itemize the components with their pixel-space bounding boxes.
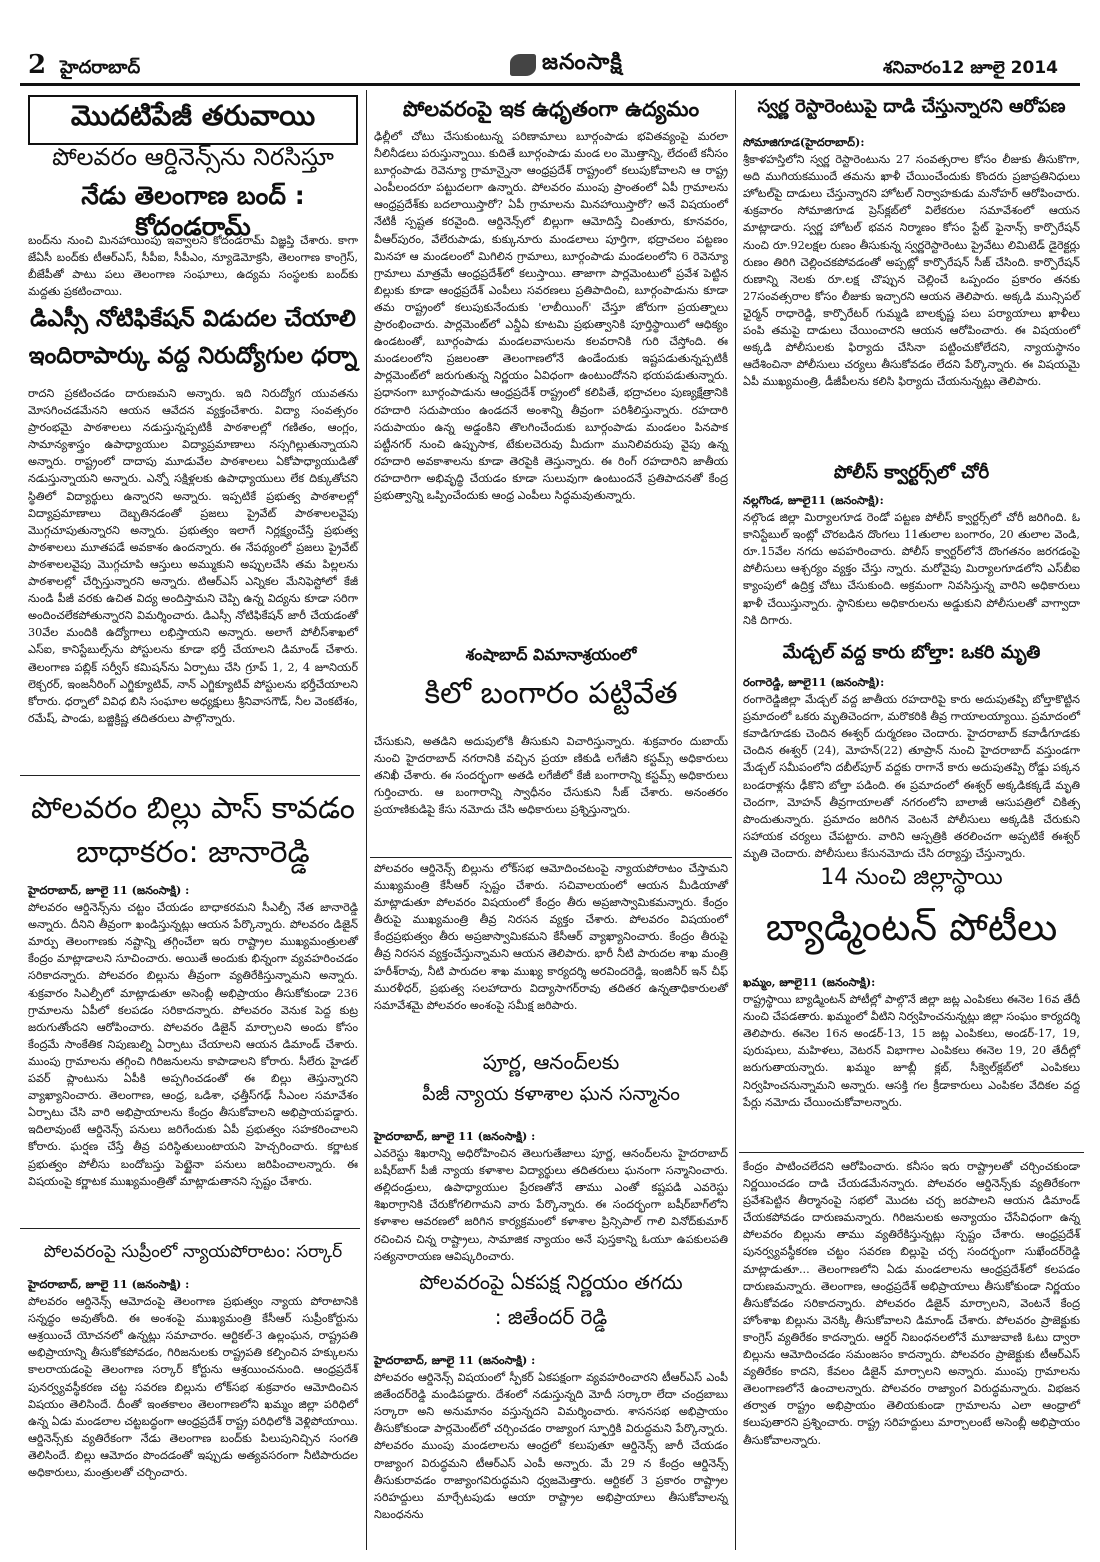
headline: పోలీస్‌ క్వార్టర్స్‌లో చోరీ: [833, 462, 990, 483]
headline: పోలవరం ఆర్డినెన్స్‌ను నిరసిస్తూ: [52, 143, 334, 171]
masthead: [20, 50, 1080, 84]
dateline: హైదరాబాద్‌, జూలై 11 (జనంసాక్షి) :: [374, 1353, 536, 1367]
section-rule: [370, 857, 732, 858]
masthead-rule: [20, 83, 1080, 86]
story-dsc: [28, 305, 358, 385]
dateline: హైదరాబాద్‌, జూలై 11 (జనంసాక్షి) :: [28, 883, 190, 897]
headline: పూర్ణ, ఆనంద్‌లకు: [482, 1050, 620, 1074]
headline: ఇందిరాపార్కు వద్ద నిరుద్యోగుల ధర్నా: [28, 342, 358, 369]
article-body: రంగారెడ్డిజిల్లా మేడ్చల్‌ వద్ద జాతీయ రహదారిపై కారు అదుపుతప్పి బోల్తాకొట్టిన ప్రమాదంలో ఒకరు మృతిచెందగా, మరొకరికి తీవ్ర గాయాలయ్యాయి. ప్రమాదంలో కవాడిగూడకు చెందిన ఈశ్వర్‌ దుర్మరణం చెందారు. హైదరాబాద్‌ కవాడీగూడకు చెందిన ఈశ్వర్‌ (24), మోహన్‌(22) తూప్రాన్‌ నుంచి హైదరాబాద్‌ వస్తుండగా మేడ్చల్‌ సమీపంలోని దబీల్‌పూర్‌ వద్దకు రాగానే కారు అదుపుతప్పి రోడ్డు పక్కన బండరాళ్లను ఢీకొని బోల్తా పడింది. ఈ ప్రమాదంలో ఈశ్వర్‌ అక్కడికక్కడే మృతి చెందగా, మోహన్‌ తీవ్రగాయాలతో నగరంలోని బాలాజీ ఆసుపత్రిలో చికిత్స పొందుతున్నారు. ప్రమాదం జరిగిన వెంటనే పోలీసులు అక్కడికి చేరుకుని సహాయక చర్యలు చేపట్టారు. వారిని ఆస్పత్రికి తరలించగా అప్పటికే ఈశ్వర్‌ మృతి చెందారు. పోలీసులు కేసునమోదు చేసి దర్యాప్తు చేస్తున్నారు.: [743, 693, 1080, 860]
story-supreme: [28, 1242, 358, 1272]
kicker: శంషాబాద్‌ విమానాశ్రయంలో: [465, 645, 637, 664]
headline: పోలవరంపై ఇక ఉధృతంగా ఉద్యమం: [402, 97, 700, 121]
headline: మేడ్చల్‌ వద్ద కారు బోల్తా: ఒకరి మృతి: [782, 642, 1041, 663]
dateline: హైదరాబాద్‌, జూలై 11 (జనంసాక్షి) :: [28, 1277, 190, 1291]
kicker: 14 నుంచి జిల్లాస్థాయి: [820, 865, 1003, 890]
story-swarna-body: [743, 134, 1080, 454]
headline: పోలవరం బిల్లు పాస్‌ కావడం: [31, 791, 355, 826]
banner-title: మొదటిపేజీ తరువాయి: [28, 95, 358, 145]
article-body: పోలవరం ఆర్డినెన్స్‌ ఆమోదంపై తెలంగాణ ప్రభుత్వం న్యాయ పోరాటానికి సన్నద్ధం అవుతోంది. ఈ అంశంపై ముఖ్యమంత్రి కేసీఆర్‌ సుప్రీంకోర్టును ఆశ్రయించే యోచనలో ఉన్నట్లు సమాచారం. ఆర్టికల్‌-3 ఉల్లంఘన, రాష్ట్రపతి అభిప్రాయాన్ని తీసుకోకపోవడం, గిరిజనులకు రాష్ట్రపతి కల్పించిన హక్కులను కాలరాయడంపై తెలంగాణ సర్కార్‌ కోర్టును ఆశ్రయించనుంది. ఆంధ్రప్రదేశ్‌ పునర్వ్యవస్థీకరణ చట్ట సవరణ బిల్లును లోక్‌సభ శుక్రవారం ఆమోదించిన విషయం తెలిసిందే. దీంతో ఇంతకాలం తెలంగాణలోని ఖమ్మం జిల్లా పరిధిలో ఉన్న ఏడు మండలాల చట్టబద్ధంగా ఆంధ్రప్రదేశ్‌ రాష్ట్ర పరిధిలోకి వెళ్లిపోయాయి. ఆర్డినెన్స్‌కు వ్యతిరేకంగా నేడు తెలంగాణ బంద్‌కు పిలుపునిచ్చిన సంగతి తెలిసిందే. బిల్లు ఆమోదం పొందడంతో ఇప్పుడు అత్యవసరంగా నీటిపారుదల అధికారులు, మంత్రులతో చర్చించారు.: [28, 1295, 358, 1480]
section-city: హైదరాబాద్: [60, 57, 141, 78]
story-quarters-body: [743, 492, 1080, 632]
headline: బ్యాడ్మింటన్‌ పోటీలు: [765, 904, 1058, 949]
story-bandh-body: [28, 232, 358, 302]
article-body: ఢిల్లీలో చోటు చేసుకుంటున్న పరిణామాలు బూర్గంపాడు భవితవ్యంపై మరలా నీలినీడలు పరుస్తున్నాయి. కుదితే బూర్గంపాడు మండ లం మొత్తాన్ని, లేదంటే కనీసం బూర్గంపాడు రెవెన్యూ గ్రామాన్నైనా ఆంధ్రప్రదేశ్‌ రాష్ట్రంలో కలుపుకోవాలని ఆ రాష్ట్ర ఎంపీలందరూ పట్టుదలగా ఉన్నారు. పోలవరం ముంపు ప్రాంతంలో ఏపీ గ్రామాలను ఆంధ్రప్రదేశ్‌కు బదలాయిస్తారో? ఏపీ గ్రామాలను మినహాయిస్తారో? అనే విషయంలో నేటికీ స్పష్టత కరవైంది. ఆర్డినెన్స్‌లో బిల్లుగా ఆమోదిస్తే చింతూరు, కూనవరం, వీఆర్‌పురం, వేలేరుపాడు, కుక్కునూరు మండలాలు పూర్తిగా, భద్రాచలం పట్టణం మినహా ఆ మండలంలో మిగిలిన గ్రామాలు, బూర్గంపాడు మండలంలోని 6 రెవెన్యూ గ్రామాలు మాత్రమే ఆంధ్రప్రదేశ్‌లో కలుస్తాయి. తాజాగా పార్లమెంటులో ప్రవేశ పెట్టిన బిల్లుకు కూడా ఆంధ్రప్రదేశ్‌ ఎంపీలు సవరణలు ప్రతిపాదించి, బూర్గంపాడును కూడా తమ రాష్ట్రంలో కలుపుకునేందుకు 'లాబీయింగ్‌' చేస్తూ జోరుగా ప్రయత్నాలు ప్రారంభించారు. పార్లమెంట్‌లో ఎన్డీఏ కూటమి ప్రభుత్వానికి పూర్తిస్థాయిలో ఆధిక్యం ఉండటంతో, బూర్గంపాడు మండలవాసులను కలవరానికి గురి చేస్తోంది. ఈ మండలంలోని ప్రజలంతా తెలంగాణలోనే ఉండేందుకు ఇష్టపడుతున్నప్పటికీ పార్లమెంట్‌లో జరుగుతున్న నిర్ణయం ఏవిధంగా ఉంటుందోనని భయపడుతున్నారు. ప్రధానంగా బూర్గంపాడును ఆంధ్రప్రదేశ్‌ రాష్ట్రంలో కలిపితే, భద్రాచలం పుణ్యక్షేత్రానికి రహదారి సదుపాయం ఉండదనే అంశాన్ని తీవ్రంగా పరిశీలిస్తున్నారు. రహదారి సదుపాయం ఉన్న అడ్డంకిని తొలగించేందుకు బూర్గంపాడు మండలం పినపాక పట్టీనగర్‌ నుంచి ఉప్పుసాక, టేకులచెరువు మీదుగా మునిలివరుపు వైపు ఉన్న రహదారి అవకాశాలను కూడా తెరపైకి తెస్తున్నారు. ఈ రింగ్‌ రహదారిని జాతీయ రహదారిగా అభివృద్ధి చేయడం కూడా సులువుగా ఉంటుందనే ప్రతిపాదనతో కేంద్ర ప్రభుత్వాన్ని ఒప్పించేందుకు ఆంధ్ర ఎంపీలు సిద్ధమవుతున్నారు.: [374, 130, 729, 502]
story-badminton: [743, 864, 1080, 972]
article-body: శ్రీకాళహస్తిలోని స్వర్ణ రెస్టారెంటును 27 సంవత్సరాల కోసం లీజుకు తీసుకొగా, అది ముగియకముందే తమను ఖాళీ చేయించేందుకు కొందరు ప్రజాప్రతినిధులు హోటల్‌పై దాడులు చేస్తున్నారని హోటల్‌ నిర్వాహకుడు మనోహర్‌ ఆరోపించారు. శుక్రవారం సోమాజిగూడ ప్రెస్‌క్లబ్‌లో విలేకరుల సమావేశంలో ఆయన మాట్లాడారు. స్వర్ణ హోటల్‌ భవన నిర్మాణం కోసం స్టేట్‌ ఫైనాన్స్‌ కార్పొరేషన్‌ నుంచి రూ.92లక్షల రుణం తీసుకున్న స్వర్ణరెస్టారెంటు ప్రైవేటు లిమిటెడ్‌ డైరెక్టర్లు రుణం తిరిగి చెల్లించకపోవడంతో అప్పట్లో కార్పొరేషన్‌ సీజ్‌ చేసింది. కార్పొరేషన్‌ రుణాన్ని నెలకు రూ.లక్ష చొప్పున చెల్లించే ఒప్పందం ప్రకారం తనకు 27సంవత్సరాల కోసం లీజుకు ఇచ్చారని ఆయన తెలిపారు. అక్కడి మున్సిపల్‌ ఛైర్మన్‌ రాధారెడ్డి, కార్పొరేటర్‌ గుమ్మడి బాలకృష్ణ పలు పర్యాయాలు ఖాళీలు పంపి తమపై దాడులు చేయించారని ఆయన ఆరోపించారు. ఈ విషయంలో అక్కడి పోలీసులకు ఫిర్యాదు చేసినా పట్టించుకోలేదని, న్యాయస్థానం ఆదేశించినా పోలీసులు చర్యలు తీసుకోవడం లేదని పేర్కొన్నారు. ఈ విషయమై ఏపీ ముఖ్యమంత్రి, డీజీపీలను కలిసి ఫిర్యాదు చేయనున్నట్లు తెలిపారు.: [743, 153, 1080, 389]
headline: బాధాకరం: జానారెడ్డి: [76, 834, 310, 870]
headline: స్వర్ణ రెస్టారెంటుపై దాడి చేస్తున్నారని ఆరోపణ: [757, 96, 1066, 117]
story-janareddy: [28, 790, 358, 880]
dateline: హైదరాబాద్‌, జూలై 11 (జనంసాక్షి) :: [374, 1129, 536, 1143]
logo-mark-icon: [510, 54, 536, 76]
article-body: రాష్ట్రస్థాయి బ్యాడ్మింటన్‌ పోటీల్లో పాల్గొనే జిల్లా జట్ల ఎంపికలు ఈనెల 16వ తేదీ నుంచి చేపడతారు. ఖమ్మంలో వీటిని నిర్వహించనున్నట్లు జిల్లా సంఘం కార్యదర్శి తెలిపారు. ఈనెల 16న అండర్‌-13, 15 జట్ల ఎంపికలు, అండర్‌-17, 19, పురుషులు, మహిళలు, వెటరన్‌ విభాగాల ఎంపికలు ఈనెల 19, 20 తేదీల్లో జరుగుతాయన్నారు. ఖమ్మం జూబ్లీ క్లబ్‌, సీక్వెల్‌క్లబ్‌లో ఎంపికలు నిర్వహించనున్నామని అన్నారు. ఆసక్తి గల క్రీడాకారులు ఎంపికల వేదికల వద్ద పేర్లు నమోదు చేయించుకోవాలన్నారు.: [743, 993, 1080, 1109]
story-bandh: [28, 142, 358, 242]
banner-box: [28, 95, 358, 135]
article-body: నల్గొండ జిల్లా మిర్యాలగూడ రెండో పట్టణ పోలీస్‌ క్వార్టర్స్‌లో చోరీ జరిగింది. ఓ కానిస్టేబుల్‌ ఇంట్లో చొరబడిన దొంగలు 11తులాల బంగారం, 20 తులాల వెండి, రూ.15వేల నగదు అపహరించారు. పోలీస్‌ క్వార్టర్‌లోనే దొంగతనం జరగడంపై పోలీసులు ఆశ్చర్యం వ్యక్తం చేస్తు న్నారు. మరోవైపు మిర్యాలగూడలోని ఎస్‌బీఐ క్యాంపులో ఉద్రిక్త చోటు చేసుకుంది. అక్రమంగా నివసిస్తున్న వారిని అధికారులు ఖాళీ చేయిస్తున్నారు. స్థానికులు అధికారులను అడ్డుకుని పోలీసులతో వాగ్వాదా నికి దిగారు.: [743, 511, 1080, 627]
article-body: కేంద్రం పాటించలేదని ఆరోపించారు. కనీసం ఇరు రాష్ట్రాలతో చర్చించకుండా నిర్ణయించడం దాడి చేయడమేనన్నారు. పోలవరం ఆర్డినెన్స్‌కు వ్యతిరేకంగా ప్రవేశపెట్టిన తీర్మానంపై సభలో మొదట చర్చ జరపాలని ఆయన డిమాండ్‌ చేయకపోవడం దారుణమన్నారు. గిరిజనులకు అన్యాయం చేసేవిధంగా ఉన్న పోలవరం బిల్లును తాము వ్యతిరేకిస్తున్నట్లు స్పష్టం చేశారు. ఆంధ్రప్రదేశ్‌ పునర్వ్యవస్థీకరణ చట్టం సవరణ బిల్లుపై చర్చ సందర్భంగా సుఖేందర్‌రెడ్డి మాట్లాడుతూ... తెలంగాణలోని ఏడు మండలాలను ఆంధ్రప్రదేశ్‌లో కలపడం దారుణమన్నారు. తెలంగాణ, ఆంధ్రప్రదేశ్‌ అభిప్రాయాలు తీసుకోకుండా నిర్ణయం తీసుకోవడం సరికాదన్నారు. పోలవరం డిజైన్‌ మార్చాలని, వెంటనే కేంద్ర హోంశాఖ బిల్లును వెనక్కి తీసుకోవాలని డిమాండ్‌ చేశారు. పోలవరం ప్రాజెక్టుకు కాంగ్రెస్‌ వ్యతిరేకం కాదన్నారు. ఆర్డర్‌ నిబంధనలలోనే మూజువాణి ఓటు ద్వారా బిల్లును ఆమోదించడం సమంజసం కాదన్నారు. పోలవరం ప్రాజెక్టుకు టీఆర్‌ఎస్‌ వ్యతిరేకం కాదని, కేవలం డిజైన్‌ మార్చాలని అన్నారు. ముంపు గ్రామాలను తెలంగాణలోనే ఉంచాలన్నారు. పోలవరం రాజ్యాంగ విరుద్ధమన్నారు. విభజన తర్వాత రాష్ట్రం అభిప్రాయం తెలియకుండా గ్రామాలను ఎలా ఆంధ్రాలో కలుపుతారని ప్రశ్నించారు. రాష్ట్ర సరిహద్దులు మార్చాలంటే అసెంబ్లీ అభిప్రాయం తీసుకోవాలన్నారు.: [743, 1160, 1080, 1447]
issue-date: శనివారం12 జూలై 2014: [883, 58, 1058, 78]
story-dsc-body: [28, 385, 358, 767]
headline: కిలో బంగారం పట్టివేత: [424, 676, 678, 711]
column-divider: [735, 90, 736, 1550]
section-rule: [20, 775, 360, 776]
headline: పోలవరంపై ఏకపక్ష నిర్ణయం తగదు: [419, 1270, 683, 1294]
story-quarters: [743, 462, 1080, 492]
headline: పీజీ న్యాయ కళాశాల ఘన సన్మానం: [422, 1083, 680, 1105]
story-polavaram-agitation: [374, 96, 728, 130]
article-body: ఎవరెస్టు శిఖరాన్ని అధిరోహించిన తెలుగుతేజాలు పూర్ణ, ఆనంద్‌లను హైదరాబాద్‌ బషీర్‌బాగ్‌ పీజీ న్యాయ కళాశాల విద్యార్థులు తదితరులు ఘనంగా సన్మానించారు. తల్లిదండ్రులు, ఉపాధ్యాయుల ప్రేరణతోనే తాము ఎంతో కష్టపడి ఎవరెస్టు శిఖరాగ్రానికి చేరుకోగలిగామని వారు పేర్కొన్నారు. ఈ సందర్భంగా బషీర్‌బాగ్‌లోని కళాశాల ఆవరణలో జరిగిన కార్యక్రమంలో కళాశాల ప్రిన్సిపాల్‌ గాలి వినోద్‌కుమార్‌ రచించిన చిన్న రాష్ట్రాలు, సామాజిక న్యాయం అనే పుస్తకాన్ని ఓయూ ఉపకులపతి సత్యనారాయణ ఆవిష్కరించారు.: [374, 1147, 728, 1263]
article-body: రాదని ప్రకటించడం దారుణమని అన్నారు. ఇది నిరుద్యోగ యువతను మోసగించడమేనని ఆయన ఆవేదన వ్యక్తంచేశారు. విద్యా సంవత్సరం ప్రారంభమై పాఠశాలలు నడుస్తున్నప్పటికీ పాఠశాలల్లో గణితం, ఆంగ్లం, సామాన్యశాస్త్రం ఉపాధ్యాయుల విద్యాప్రమాణాలు నస్సగిల్లుతున్నాయని అన్నారు. రాష్ట్రంలో దాదాపు మూడువేల పాఠశాలలు ఏకోపాధ్యాయుడితో నడుస్తున్నాయని అన్నారు. ఎన్నో సక్షిళ్లలకు ఉపాధ్యాయులు లేక దిక్కుతోచని స్థితిలో విద్యార్థులు ఉన్నారని అన్నారు. ఇప్పటికే ప్రభుత్వ పాఠశాలల్లో విద్యాప్రమాణాలు దెబ్బతినడంతో ప్రజలు ప్రైవేట్‌ పాఠశాలలవైపు మొగ్గచూపుతున్నారని అన్నారు. ప్రభుత్వం ఇలాగే నిర్లక్ష్యంచేస్తే ప్రభుత్వ పాఠశాలలు మూతపడే అవకాశం ఉందన్నారు. ఈ నేపథ్యంలో ప్రజలు ప్రైవేట్‌ పాఠశాలలవైపు మొగ్గచూపి ఆస్తులు అమ్ముకుని అప్పులచేసి తమ పిల్లలను పాఠశాలల్లో చేర్పిస్తున్నారని అన్నారు. టిఆర్‌ఎస్‌ ఎన్నికల మేనిఫెస్టోలో కేజీ నుండి పీజీ వరకు ఉచిత విద్య అందిస్తామని చెప్పి ఉన్న విద్యను కూడా సరిగా అందించలేకపోతున్నారని విమర్శించారు. డిఎస్సీ నోటిఫికేషన్‌ జారీ చేయడంతో 30వేల మందికి ఉద్యోగాలు లభిస్తాయని అన్నారు. అలాగే పోలీస్‌శాఖలో ఎస్‌ఐ, కానిస్టేబుల్స్‌ను పోస్టులను కూడా భర్తీ చేయాలని డిమాండ్‌ చేశారు. తెలంగాణ పబ్లిక్‌ సర్వీస్‌ కమిషన్‌ను ఏర్పాటు చేసి గ్రూప్‌ 1, 2, 4 జూనియర్‌ లెక్చరర్‌, ఇంజనీరింగ్‌ ఎగ్జిక్యూటివ్‌, నాన్‌ ఎగ్జిక్యూటివ్‌ పోస్టులను భర్తీచేయాలని కోరారు. ధర్నాలో వివిధ బిసి సంఘాల అధ్యక్షులు శ్రీనివాసగౌడ్‌, నీల వెంకటేశం, రమేష్‌, పాండు, బజ్జిక్రిష్ణ తదితరులు పాల్గొన్నారు.: [28, 387, 358, 725]
article-body: పోలవరం ఆర్డినెన్స్‌ను చట్టం చేయడం బాధాకరమని సీఎల్పీ నేత జానారెడ్డి అన్నారు. దీనిని తీవ్రంగా ఖండిస్తున్నట్లు ఆయన పేర్కొన్నారు. పోలవరం డిజైన్‌ మార్పు తెలంగాణకు నష్టాన్ని తగ్గించేలా ఇరు రాష్ట్రాల ముఖ్యమంత్రులతో కేంద్రం మాట్లాడాలని సూచించారు. అయితే అందుకు భిన్నంగా వ్యవహరించడం సరికాదన్నారు. పోలవరం బిల్లును తీవ్రంగా వ్యతిరేకిస్తున్నామని అన్నారు. శుక్రవారం సిఎల్పీలో మాట్లాడుతూ అసెంబ్లీ అభిప్రాయం తీసుకోకుండా 236 గ్రామాలను ఏపీలో కలపడం సరికాదన్నారు. పోలవరం వెనుక పెద్ద కుట్ర జరుగుతోందని ఆరోపించారు. పోలవరం డిజైన్‌ మార్చాలని అందు కోసం కేంద్రమే సాంకేతిక నిపుణుల్ని ఏర్పాటు చేయాలని ఆయన డిమాండ్‌ చేశారు. ముంపు గ్రామాలను తగ్గించి గిరిజనులను కాపాడాలని కోరారు. సీలేరు హైడల్‌ పవర్‌ ప్లాంటును ఏపీకి అప్పగించడంతో ఈ బిల్లు తెస్తున్నారని వ్యాఖ్యానించారు. తెలంగాణ, ఆంధ్ర, ఒడిశా, ఛత్తీస్‌గఢ్‌ సీఎంల సమావేశం ఏర్పాటు చేసి వారి అభిప్రాయాలను కేంద్రం తీసుకోవాలని అభిప్రాయపడ్డారు. ఇదిలావుంటే ఆర్డినెన్స్‌ పనులు జరిగేందుకు ఏపీ ప్రభుత్వం సహకరించాలని కోరారు. ఘర్షణ చేస్తే తీవ్ర పరిస్థితులుంటాయని హెచ్చరించారు. కర్ణాటక ప్రభుత్వం పోలీసు బందోబస్తు పెట్టైనా పనులు జరిపించాలన్నారు. ఈ విషయంపై కర్ణాటక ముఖ్యమంత్రితో మాట్లాడుతానని స్పష్టం చేశారు.: [28, 901, 358, 1188]
story-badminton-body: [743, 974, 1080, 1144]
dateline: సోమాజిగూడ(హైదరాబాద్‌):: [743, 135, 865, 149]
headline: డిఎస్సీ నోటిఫికేషన్‌ విడుదల చేయాలి: [30, 306, 356, 332]
section-rule: [739, 1152, 1084, 1153]
story-janareddy-body: [28, 882, 358, 1217]
paper-name: జనంసాక్షి: [542, 50, 623, 75]
dateline: రంగారెడ్డి, జూలై11 (జనంసాక్షి):: [743, 675, 885, 689]
story-supreme-body: [28, 1276, 358, 1552]
column-divider: [366, 90, 367, 1550]
article-body: బంద్‌ను నుంచి మినహాయింపు ఇవ్వాలని కోదండరామ్‌ విజ్ఞప్తి చేశారు. కాగా జేఏసీ బంద్‌కు టీఆర్‌ఎస్‌, సీపీఐ, సీపీఎం, న్యూడెమోక్రసి, తెలంగాణ కాంగ్రెస్‌, బీజేపీతో పాటు పలు తెలంగాణ సంఘాలు, ఉద్యమ సంస్థలకు బంద్‌కు మద్దతు ప్రకటించాయి.: [28, 234, 358, 299]
story-medchal-body: [743, 674, 1080, 860]
page-number: 2: [28, 50, 47, 80]
section-rule: [20, 1228, 360, 1229]
headline: పోలవరంపై సుప్రీంలో న్యాయపోరాటం: సర్కార్‌: [43, 1242, 343, 1262]
article-body: చేసుకుని, అతడిని అదుపులోకి తీసుకుని విచారిస్తున్నారు. శుక్రవారం దుబాయ్‌ నుంచి హైదరాబాద్‌ నగరానికి వచ్చిన ప్రయా ణికుడి లగేజీని కస్టమ్స్‌ అధికారులు తనిఖీ చేశారు. ఈ సందర్భంగా అతడి లగేజీలో కేజీ బంగారాన్ని కస్టమ్స్‌ అధికారులు గుర్తించారు. ఆ బంగారాన్ని స్వాధీనం చేసుకుని సీజ్‌ చేశారు. అనంతరం ప్రయాణికుడిపై కేసు నమోదు చేసి అధికారులు ప్రశ్నిస్తున్నారు.: [374, 735, 728, 817]
article-body: పోలవరం ఆర్డినెన్స్‌ బిల్లును లోక్‌సభ ఆమోదించటంపై న్యాయపోరాటం చేస్తామని ముఖ్యమంత్రి కేసీఆర్‌ స్పష్టం చేశారు. సచివాలయంలో ఆయన మీడియాతో మాట్లాడుతూ పోలవరం విషయంలో కేంద్రం తీరు అప్రజాస్వామికమన్నారు. కేంద్రం తీరుపై ముఖ్యమంత్రి తీవ్ర నిరసన వ్యక్తం చేశారు. పోలవరం విషయంలో కేంద్రప్రభుత్వం తీరు అప్రజాస్వామికమని కేసీఆర్‌ వ్యాఖ్యానించారు. కేంద్రం తీరుపై తీవ్ర నిరసన వ్యక్తంచేస్తున్నామని ఆయన తెలిపారు. భారీ నీటి పారుదల శాఖ మంత్రి హరీశ్‌రావు, నీటి పారుదల శాఖ ముఖ్య కార్యదర్శి అరవిందరెడ్డి, ఇంజినీర్‌ ఇన్‌ చీఫ్‌ మురళీధర్‌, ప్రభుత్వ సలహాదారు విద్యాసాగర్‌రావు తదితర ఉన్నతాధికారులతో సమావేశమై పోలవరం అంశంపై సమీక్ష జరిపారు.: [374, 862, 728, 1012]
story-gold-body: [374, 733, 728, 845]
story-jitender: [374, 1270, 728, 1350]
headline: : జితేందర్‌ రెడ్డి: [494, 1305, 608, 1329]
story-polavaram-continued: [743, 1158, 1080, 1552]
story-swarna: [743, 96, 1080, 132]
story-medchal: [743, 642, 1080, 672]
story-kcr: [374, 860, 728, 1036]
story-gold: [374, 645, 728, 733]
story-jitender-body: [374, 1352, 728, 1552]
story-felicitation-body: [374, 1128, 728, 1263]
article-body: పోలవరం ఆర్డినెన్స్‌ విషయంలో స్పీకర్‌ ఏకపక్షంగా వ్యవహరించారని టీఆర్‌ఎస్‌ ఎంపీ జితేందర్‌రెడ్డి మండిపడ్డారు. దేశంలో నడుస్తున్నది మోదీ సర్కారా లేదా చంద్రబాబు సర్కారా అని అనుమానం వస్తున్నదని విమర్శించారు. శాసనసభ అభిప్రాయం తీసుకోకుండా పార్లమెంట్‌లో చర్చించడం రాజ్యాంగ స్ఫూర్తికి విరుద్ధమని పేర్కొన్నారు. పోలవరం ముంపు మండలాలను ఆంధ్రలో కలుపుతూ ఆర్డినెన్స్‌ జారీ చేయడం రాజ్యాంగ విరుద్ధమని టీఆర్‌ఎస్‌ ఎంపీ అన్నారు. మే 29 న కేంద్రం ఆర్డినెన్స్‌ తీసుకురావడం రాజ్యాంగవిరుద్ధమని ధ్వజమెత్తారు. ఆర్టికల్‌ 3 ప్రకారం రాష్ట్రాల సరిహద్దులు మార్చేటపుడు ఆయా రాష్ట్రాల అభిప్రాయాలు తీసుకోవాలన్న నిబంధనను: [374, 1371, 728, 1521]
headline: నేడు తెలంగాణ బంద్‌ : కోదండరామ్‌: [81, 181, 305, 242]
story-felicitation: [374, 1050, 728, 1126]
paper-logo: [510, 52, 623, 78]
dateline: ఖమ్మం, జూలై11 (జనంసాక్షి):: [743, 975, 876, 989]
story-polavaram-agitation-body: [374, 128, 728, 640]
dateline: నల్లగొండ, జూలై11 (జనంసాక్షి):: [743, 493, 884, 507]
